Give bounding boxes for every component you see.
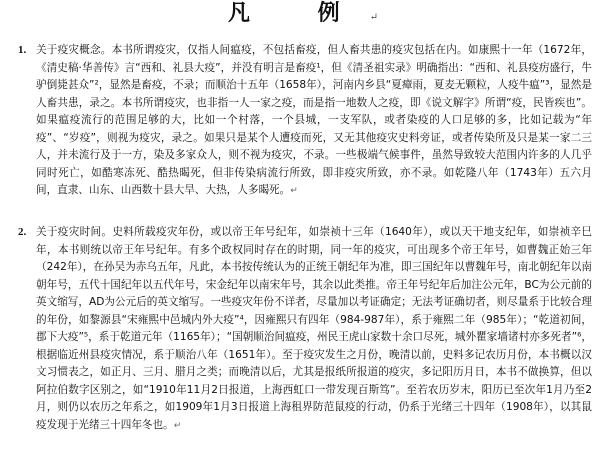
list-item — [0, 224, 606, 435]
list-item-number: 1. — [18, 44, 27, 56]
page-title — [0, 0, 606, 31]
list-item-text — [36, 42, 592, 201]
paragraph-mark-icon: ↵ — [173, 420, 182, 431]
list-item-body: 关于疫灾概念。本书所谓疫灾，仅指人间瘟疫，不包括畜疫，但人畜共患的疫灾包括在内。如康熙十一年（1672年，《清史稿·华善传》言“西和、礼县大疫”，并没有明言是畜疫¹，但《清圣祖实录》明确指出：“西和、礼县疫疠盛行，牛驴倒毙甚众”²，显然是畜疫，不录；而顺治十五年（1658年），河南内乡县“夏瘴雨，夏麦无颗粒，人疫牛瘟”³，显然是人畜共患，录之。本书所谓疫灾，也非指一人一家之疫，而是指一地数人之疫，即《说文解字》所谓“疫，民皆疾也”。如果瘟疫流行的范围足够的大，比如一个村落，一个县城，一支军队，或者染疫的人口足够的多，比如记载为“年疫”、“岁疫”，则视为疫灾，录之。如果只是某个人遭疫而死，又无其他疫灾史料旁证，或者传染所及只是某一家二三人，并未流行及于一方，染及多家众人，则不视为疫灾，不录。一些极端气候事件，虽然导致较大范围内许多的人几乎同时死亡，如酷寒冻死、酷热暍死，但非传染病流行所致，即非疫灾所致，亦不录。如乾隆八年（1743年）五六月间，直隶、山东、山西数十县大旱、大热，人多暍死。 — [36, 44, 592, 196]
list-item-text — [36, 224, 592, 435]
list-item — [0, 42, 606, 201]
list-item-body: 关于疫灾时间。史料所载疫灾年份，或以帝王年号纪年，如崇祯十三年（1640年），或以天干地支纪年，如崇祯辛巳年，本书则统以帝王年号纪年。有多个政权同时存在的时期，同一年的疫灾，可出现多个帝王年号，如曹魏正始三年（242年），在孙吴为赤乌五年，凡此，本书按传统认为的正统王朝纪年为准，即三国纪年以曹魏年号，南北朝纪年以南朝年号，五代十国纪年以五代年号，宋金纪年以南宋年号，其余以此类推。帝王年号纪年后加注公元年，BC为公元前的英文缩写，AD为公元后的英文缩写。一些疫灾年份不详者，尽量加以考证确定；无法考证确切者，则尽量系于比较合理的年份，如黎源县“宋雍熙中邑城内外大疫”⁴，因雍熙只有四年（984-987年），系于雍熙二年（985年）；“乾道初间，郡下大疫”⁵，系于乾道元年（1165年）；“国朝顺治间瘟疫，州民王虎山家数十余口尽死，城外瞿家墙诸村亦多死者”⁶，根据临近州县疫灾情况，系于顺治八年（1651年）。至于疫灾发生之月份，晚清以前，史料多记农历月份，本书概以汉文习惯表之，如正月、三月、腊月之类；而晚清以后，尤其是报纸所报道的疫灾，多记阳历月日，本书不做换算，但以阿拉伯数字区别之，如“1910年11月2日报道，上海西虹口一带发现百斯笃”。至若农历岁末，阳历已至次年1月乃至2月，则仍以农历之年系之，如1909年1月3日报道上海租界防范鼠疫的行动，仍系于光绪三十四年（1908年），以其鼠疫发现于光绪三十四年冬也。 — [36, 226, 592, 431]
page-title-text: 凡 例 — [227, 0, 370, 26]
list-item-number: 2. — [18, 226, 27, 238]
paragraph-mark-icon: ↵ — [290, 186, 298, 196]
paragraph-mark-icon: ↵ — [369, 12, 379, 23]
